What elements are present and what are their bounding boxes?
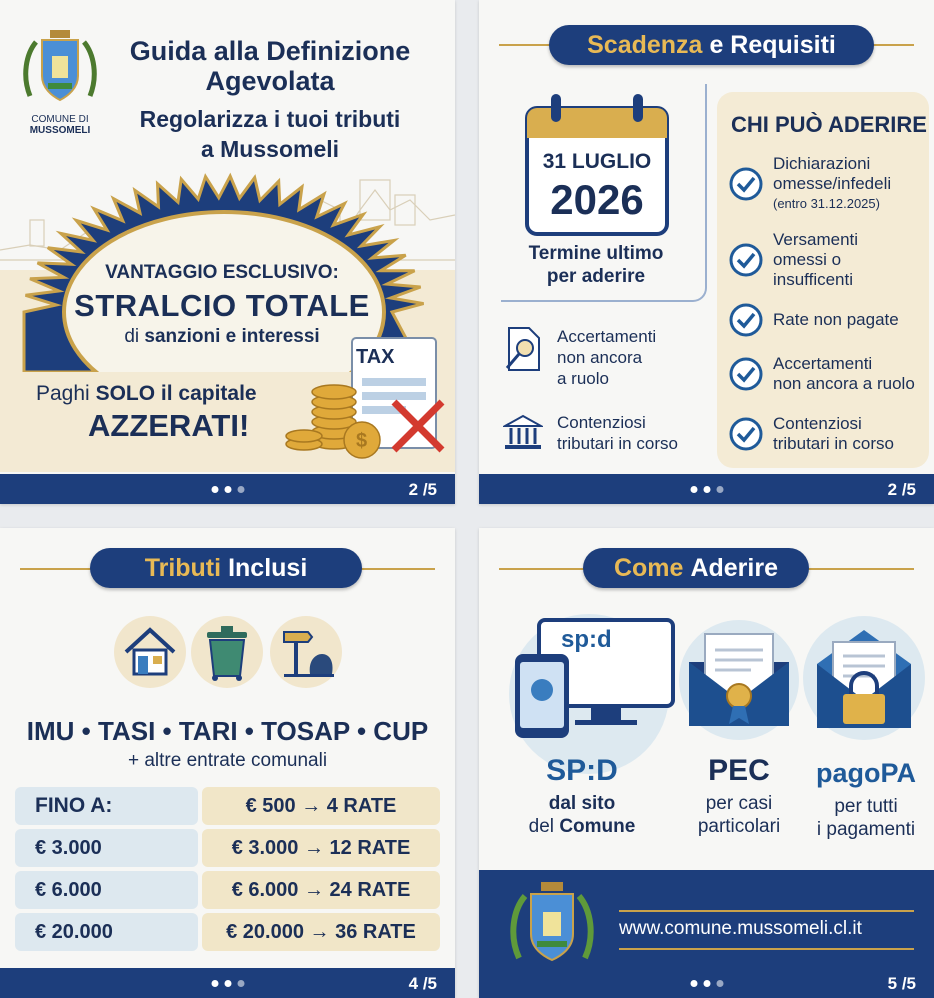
table-row <box>15 829 440 867</box>
method-pagopa <box>803 758 929 841</box>
check-circle-icon <box>729 167 763 201</box>
tax-label: TAX <box>356 346 395 368</box>
pec-envelope-icon <box>685 626 793 736</box>
page-counter: 2 /5 <box>408 480 437 499</box>
heading-white: e Requisiti <box>709 30 836 59</box>
check-circle-icon <box>729 357 763 391</box>
badge-sub-bold: sanzioni e interessi <box>144 326 320 347</box>
method-sub-line: per tutti <box>834 796 898 817</box>
requirement-note: (entro 31.12.2025) <box>773 196 880 211</box>
carousel-dot[interactable] <box>716 980 723 987</box>
left-item-line: Contenziosi <box>557 413 646 432</box>
signpost-bag-icon <box>280 624 336 680</box>
left-item-accertamenti <box>503 326 656 389</box>
table-cell-installments: € 6.000 → 24 RATE <box>202 871 440 909</box>
trash-bin-icon <box>199 622 255 682</box>
comune-crest-logo <box>22 26 98 112</box>
footer-bar <box>479 474 934 504</box>
method-title: PEC <box>708 754 770 787</box>
url-rule <box>619 910 914 912</box>
check-circle-icon <box>729 303 763 337</box>
left-item-line: non ancora <box>557 348 643 367</box>
left-item-line: a ruolo <box>557 369 609 388</box>
comune-crest-logo <box>509 878 595 974</box>
requirement-line: Accertamenti <box>773 354 873 373</box>
deadline-year: 2026 <box>550 176 644 223</box>
check-circle-icon <box>729 417 763 451</box>
carousel-dot[interactable] <box>690 980 697 987</box>
method-spid <box>497 754 667 838</box>
requirement-line: omesse/infedeli <box>773 174 892 193</box>
tributi-list: IMU • TASI • TARI • TOSAP • CUP <box>26 716 429 746</box>
deadline-day: 31 LUGLIO <box>542 150 652 173</box>
carousel-dot[interactable] <box>716 486 723 493</box>
footer-bar <box>0 474 455 504</box>
requirement-item <box>729 230 858 290</box>
heading-white: Aderire <box>690 553 778 582</box>
method-sub-line: particolari <box>697 816 781 837</box>
page-title-line2: Agevolata <box>205 66 335 96</box>
crest-caption-line2: MUSSOMELI <box>29 125 91 136</box>
requirement-line: Dichiarazioni <box>773 154 871 173</box>
document-search-icon <box>503 326 543 374</box>
house-icon <box>122 624 178 680</box>
carousel-dots[interactable] <box>690 486 723 493</box>
method-sub-line: per casi <box>705 793 773 814</box>
url-rule <box>619 948 914 950</box>
tributi-extra: + altre entrate comunali <box>127 750 328 771</box>
heading-pill <box>583 548 809 588</box>
heading-pill <box>90 548 362 588</box>
page-subtitle-line2: a Mussomeli <box>200 136 340 162</box>
table-cell-amount: € 20.000 <box>15 913 198 951</box>
page-counter: 4 /5 <box>408 974 437 993</box>
page-counter: 2 /5 <box>887 480 916 499</box>
method-sub-line: i pagamenti <box>816 819 916 840</box>
requirement-line: Rate non pagate <box>773 310 899 329</box>
carousel-dots[interactable] <box>690 980 723 987</box>
requirement-line: non ancora a ruolo <box>773 374 915 393</box>
table-row <box>15 913 440 951</box>
table-cell-amount: € 3.000 <box>15 829 198 867</box>
table-cell-installments: € 3.000 → 12 RATE <box>202 829 440 867</box>
crest-caption <box>14 114 106 136</box>
paghi-bold: SOLO il capitale <box>95 382 257 405</box>
left-item-contenziosi <box>503 412 678 454</box>
carousel-dot[interactable] <box>237 486 244 493</box>
heading-gold: Come <box>613 553 684 582</box>
courthouse-icon <box>503 412 543 452</box>
website-link[interactable]: www.comune.mussomeli.cl.it <box>619 918 862 939</box>
heading-gold: Tributi <box>144 553 222 582</box>
carousel-dot[interactable] <box>703 980 710 987</box>
heading-white: Inclusi <box>228 553 308 582</box>
pagopa-envelope-lock-icon <box>809 624 919 736</box>
requirement-line: insufficenti <box>773 270 854 289</box>
crest-caption-line1: COMUNE DI <box>31 114 89 125</box>
svg-text:$: $ <box>356 430 368 452</box>
slide-scadenza <box>479 0 934 504</box>
table-row <box>15 871 440 909</box>
check-circle-icon <box>729 243 763 277</box>
table-cell-amount: FINO A: <box>15 787 198 825</box>
paghi-text <box>36 382 257 406</box>
requirement-item <box>729 414 894 454</box>
spid-screen-logo: sp:d <box>561 626 612 653</box>
table-cell-installments: € 20.000 → 36 RATE <box>202 913 440 951</box>
carousel-dot[interactable] <box>224 486 231 493</box>
paghi-pre: Paghi <box>36 382 90 405</box>
slide-tributi <box>0 528 455 998</box>
deadline-caption <box>511 242 681 288</box>
table-row <box>15 787 440 825</box>
carousel-dot[interactable] <box>224 980 231 987</box>
requirement-line: Versamenti <box>773 230 859 249</box>
requirement-item <box>729 354 915 394</box>
carousel-dot[interactable] <box>690 486 697 493</box>
method-sub-line: dal sito <box>548 793 616 814</box>
carousel-dot[interactable] <box>211 980 218 987</box>
carousel-dots[interactable] <box>211 980 244 987</box>
method-sub-bold: Comune <box>559 816 636 837</box>
requirement-line: omessi o <box>773 250 842 269</box>
requirement-line: Contenziosi <box>773 414 862 433</box>
carousel-dot[interactable] <box>211 486 218 493</box>
heading-gold: Scadenza <box>587 30 703 59</box>
method-title: pagoPA <box>816 758 916 788</box>
page-title-line1: Guida alla Definizione <box>129 36 411 66</box>
footer-bar <box>479 968 934 998</box>
page-subtitle-line1: Regolarizza i tuoi tributi <box>139 106 401 132</box>
requirement-line: tributari in corso <box>773 434 894 453</box>
badge-main-text: STRALCIO TOTALE <box>74 288 370 323</box>
requirement-item <box>729 303 899 337</box>
left-item-line: tributari in corso <box>557 434 678 453</box>
method-sub-pre: del <box>528 816 555 837</box>
slide-come-aderire <box>479 528 934 998</box>
table-cell-installments: € 500 → 4 RATE <box>202 787 440 825</box>
badge-sub-pre: di <box>124 326 140 347</box>
slide-intro <box>0 0 455 504</box>
left-item-line: Accertamenti <box>557 327 657 346</box>
carousel-dot[interactable] <box>703 486 710 493</box>
deadline-caption-line2: per aderire <box>546 266 646 287</box>
carousel-dots[interactable] <box>211 486 244 493</box>
page-counter: 5 /5 <box>887 974 916 993</box>
heading-pill <box>549 25 874 65</box>
badge-top-text: VANTAGGIO ESCLUSIVO: <box>105 262 339 283</box>
azzerati-text: AZZERATI! <box>88 408 250 443</box>
carousel-dot[interactable] <box>237 980 244 987</box>
method-pec <box>679 754 799 838</box>
requirements-title: CHI PUÒ ADERIRE <box>731 112 927 137</box>
table-cell-amount: € 6.000 <box>15 871 198 909</box>
method-title: SP:D <box>546 754 618 787</box>
installments-table <box>15 787 440 955</box>
requirement-item <box>729 154 891 214</box>
deadline-caption-line1: Termine ultimo <box>528 243 664 264</box>
footer-bar <box>0 968 455 998</box>
